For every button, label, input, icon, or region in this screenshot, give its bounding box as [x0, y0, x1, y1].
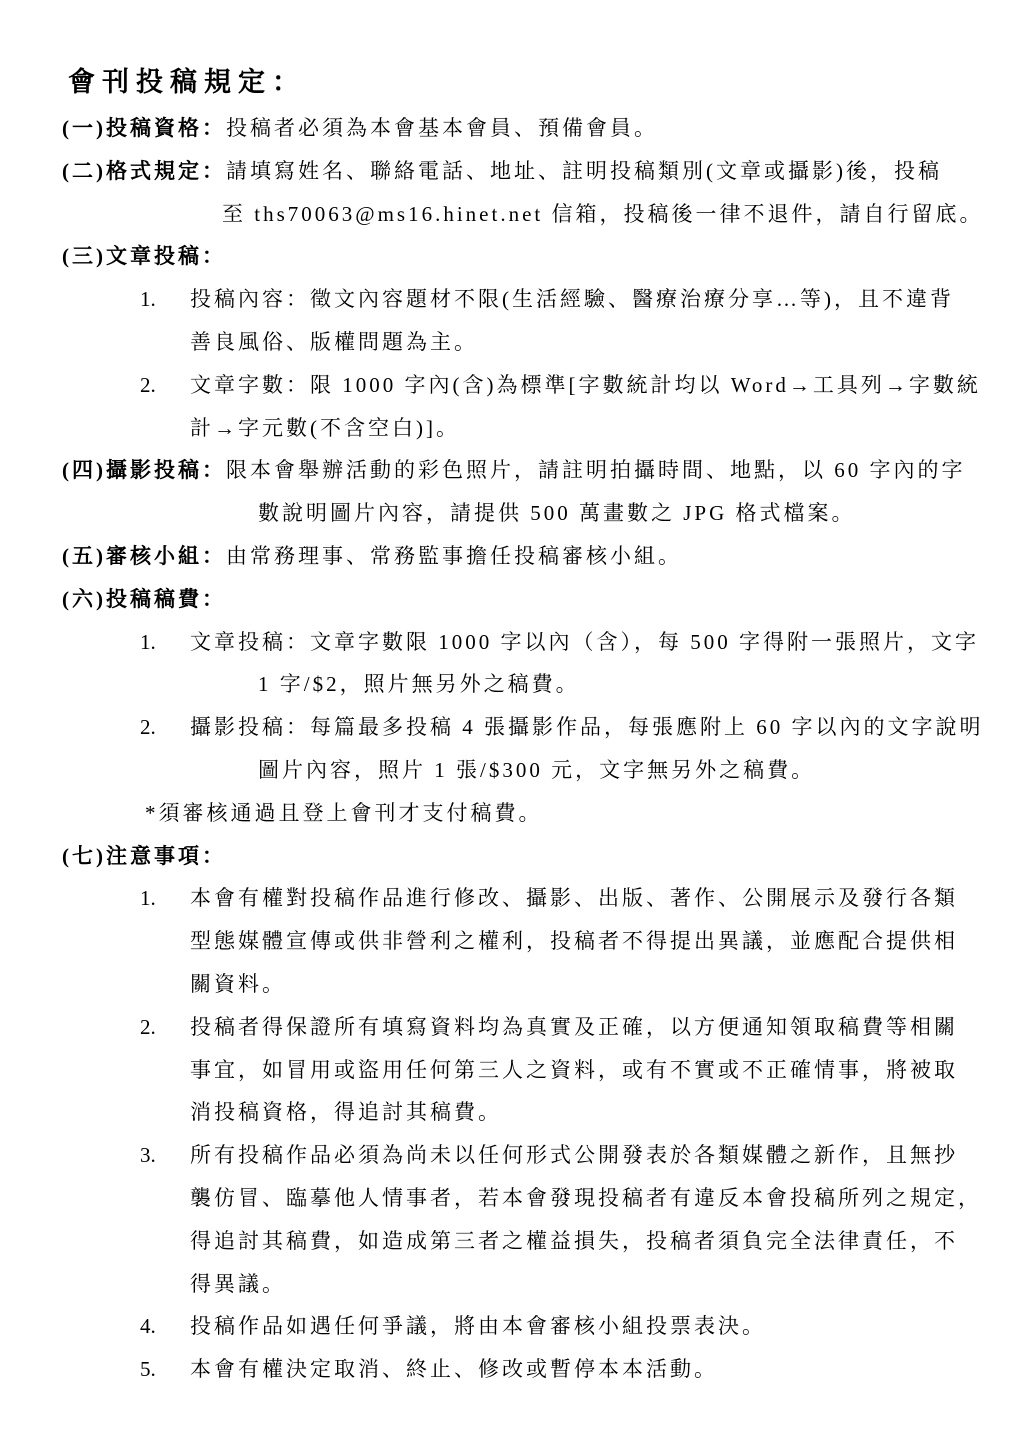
section-label: (三)文章投稿：: [62, 244, 226, 269]
notes-item-3-cont: [0, 1177, 1024, 1220]
section-format: [0, 150, 1024, 193]
line-text: 得異議。: [190, 1271, 286, 1296]
section-label: (五)審核小組：: [62, 543, 226, 568]
notes-item-3-cont3: [0, 1263, 1024, 1306]
item-number: 1.: [140, 886, 156, 911]
section-format-cont: [0, 193, 1024, 236]
line-text: 文章投稿：文章字數限 1000 字以內（含），每 500 字得附一張照片，文字: [190, 629, 979, 654]
fee-item-1-cont: [0, 663, 1024, 706]
line-text: 善良風俗、版權問題為主。: [190, 329, 478, 354]
article-item-2: [0, 364, 1024, 407]
line-text: 由常務理事、常務監事擔任投稿審核小組。: [226, 543, 682, 568]
section-article-heading: [0, 235, 1024, 278]
item-number: 4.: [140, 1314, 156, 1339]
item-number: 3.: [140, 1143, 156, 1168]
item-number: 2.: [140, 372, 156, 397]
line-text: 投稿內容：徵文內容題材不限(生活經驗、醫療治療分享…等)，且不違背: [190, 287, 954, 312]
section-notes-heading: [0, 835, 1024, 878]
line-text: 計→字元數(不含空白)]。: [190, 415, 460, 440]
line-text: 關資料。: [190, 971, 286, 996]
line-text: 圖片內容，照片 1 張/$300 元，文字無另外之稿費。: [258, 757, 816, 782]
line-text: 至 ths70063@ms16.hinet.net 信箱，投稿後一律不退件，請自行留底。: [222, 201, 984, 226]
notes-item-3: [0, 1134, 1024, 1177]
section-label: (六)投稿稿費：: [62, 586, 226, 611]
article-item-1-cont: [0, 321, 1024, 364]
line-text: 所有投稿作品必須為尚未以任何形式公開發表於各類媒體之新作，且無抄: [190, 1143, 958, 1168]
line-text: 投稿者得保證所有填寫資料均為真實及正確，以方便通知領取稿費等相關: [190, 1014, 958, 1039]
line-text: 襲仿冒、臨摹他人情事者，若本會發現投稿者有違反本會投稿所列之規定，: [190, 1185, 982, 1210]
section-label: (七)注意事項：: [62, 843, 226, 868]
section-review: [0, 535, 1024, 578]
section-photo: [0, 449, 1024, 492]
section-label: (二)格式規定：: [62, 158, 226, 183]
line-text: 型態媒體宣傳或供非營利之權利，投稿者不得提出異議，並應配合提供相: [190, 929, 958, 954]
item-number: 1.: [140, 287, 156, 312]
notes-item-2-cont2: [0, 1091, 1024, 1134]
line-text: 事宜，如冒用或盜用任何第三人之資料，或有不實或不正確情事，將被取: [190, 1057, 958, 1082]
line-text: 本會有權決定取消、終止、修改或暫停本本活動。: [190, 1357, 718, 1382]
fee-item-1: [0, 621, 1024, 664]
line-text: 本會有權對投稿作品進行修改、攝影、出版、著作、公開展示及發行各類: [190, 886, 958, 911]
article-item-1: [0, 278, 1024, 321]
line-text: 得追討其稿費，如造成第三者之權益損失，投稿者須負完全法律責任，不: [190, 1228, 958, 1253]
item-number: 2.: [140, 715, 156, 740]
notes-item-1: [0, 877, 1024, 920]
section-fee-heading: [0, 578, 1024, 621]
notes-item-1-cont2: [0, 963, 1024, 1006]
article-item-2-cont: [0, 407, 1024, 450]
notes-item-1-cont: [0, 920, 1024, 963]
line-text: 投稿者必須為本會基本會員、預備會員。: [226, 116, 658, 140]
line-text: 1 字/$2，照片無另外之稿費。: [258, 672, 580, 697]
notes-item-4: [0, 1305, 1024, 1348]
notes-item-5: [0, 1348, 1024, 1391]
line-text: 數說明圖片內容，請提供 500 萬畫數之 JPG 格式檔案。: [258, 501, 856, 526]
section-label: (四)攝影投稿：: [62, 458, 226, 483]
section-membership: [0, 107, 1024, 150]
line-text: 消投稿資格，得追討其稿費。: [190, 1100, 502, 1125]
line-text: *須審核通過且登上會刊才支付稿費。: [145, 800, 543, 825]
section-photo-cont: [0, 492, 1024, 535]
item-number: 2.: [140, 1014, 156, 1039]
line-text: 限本會舉辦活動的彩色照片，請註明拍攝時間、地點，以 60 字內的字: [226, 458, 966, 483]
notes-item-2: [0, 1006, 1024, 1049]
line-text: 攝影投稿：每篇最多投稿 4 張攝影作品，每張應附上 60 字以內的文字說明: [190, 715, 984, 740]
fee-item-2-cont: [0, 749, 1024, 792]
section-label: (一)投稿資格：: [62, 116, 226, 140]
line-text: 請填寫姓名、聯絡電話、地址、註明投稿類別(文章或攝影)後，投稿: [226, 158, 942, 183]
fee-note: [0, 792, 1024, 835]
line-text: 投稿作品如遇任何爭議，將由本會審核小組投票表決。: [190, 1314, 766, 1339]
page-title: 會刊投稿規定：: [68, 67, 306, 97]
item-number: 1.: [140, 629, 156, 654]
line-text: 文章字數：限 1000 字內(含)為標準[字數統計均以 Word→工具列→字數統: [190, 372, 981, 397]
item-number: 5.: [140, 1357, 156, 1382]
notes-item-3-cont2: [0, 1220, 1024, 1263]
fee-item-2: [0, 706, 1024, 749]
notes-item-2-cont: [0, 1049, 1024, 1092]
